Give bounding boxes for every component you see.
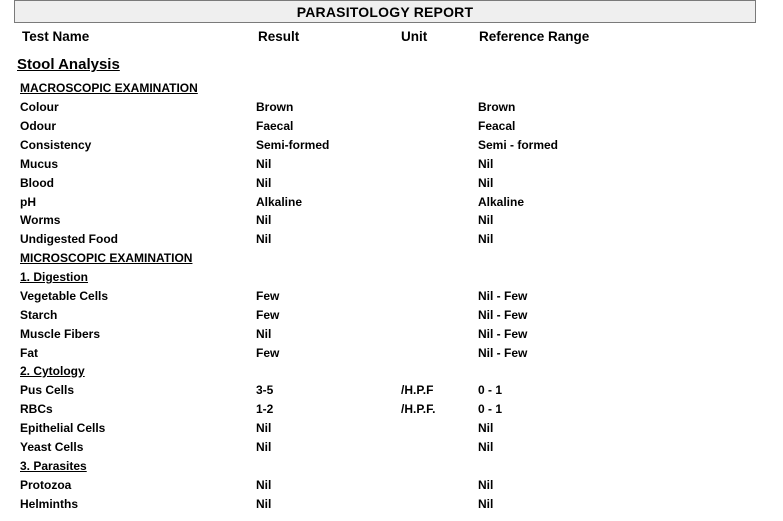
test-reference-range: Nil	[478, 421, 494, 435]
test-result: Semi-formed	[256, 138, 330, 152]
table-row	[0, 402, 783, 421]
table-row	[0, 232, 783, 251]
test-result: Nil	[256, 478, 272, 492]
test-reference-range: Alkaline	[478, 195, 525, 209]
cytology-heading: 2. Cytology	[20, 364, 85, 378]
test-name: Yeast Cells	[20, 440, 84, 454]
column-header-result: Result	[258, 29, 300, 44]
table-row	[0, 421, 783, 440]
test-name: pH	[20, 195, 36, 209]
test-result: Faecal	[256, 119, 294, 133]
table-row	[0, 213, 783, 232]
test-reference-range: Nil	[478, 478, 494, 492]
test-result: Few	[256, 308, 280, 322]
test-unit: /H.P.F	[401, 383, 434, 397]
test-name: Helminths	[20, 497, 79, 511]
test-name: RBCs	[20, 402, 53, 416]
macroscopic-heading: MACROSCOPIC EXAMINATION	[20, 81, 198, 95]
table-row	[0, 440, 783, 459]
test-reference-range: Nil	[478, 232, 494, 246]
test-name: Fat	[20, 346, 38, 360]
test-result: Nil	[256, 421, 272, 435]
column-header-test-name: Test Name	[22, 29, 90, 44]
test-reference-range: 0 - 1	[478, 402, 503, 416]
table-row	[0, 119, 783, 138]
test-name: Worms	[20, 213, 61, 227]
test-result: Nil	[256, 327, 272, 341]
test-name: Blood	[20, 176, 54, 190]
table-row	[0, 289, 783, 308]
test-result: Few	[256, 289, 280, 303]
parasites-heading: 3. Parasites	[20, 459, 87, 473]
test-reference-range: Nil	[478, 157, 494, 171]
test-reference-range: Brown	[478, 100, 516, 114]
test-name: Colour	[20, 100, 59, 114]
table-row	[0, 176, 783, 195]
test-unit: /H.P.F.	[401, 402, 436, 416]
test-reference-range: Semi - formed	[478, 138, 559, 152]
table-row	[0, 497, 783, 516]
table-row	[0, 327, 783, 346]
test-name: Vegetable Cells	[20, 289, 109, 303]
table-row	[0, 383, 783, 402]
test-result: 3-5	[256, 383, 274, 397]
test-reference-range: Nil - Few	[478, 289, 528, 303]
report-title: PARASITOLOGY REPORT	[14, 0, 756, 23]
test-result: Brown	[256, 100, 294, 114]
test-name: Undigested Food	[20, 232, 118, 246]
test-reference-range: Nil - Few	[478, 327, 528, 341]
column-header-unit: Unit	[401, 29, 428, 44]
test-reference-range: Feacal	[478, 119, 516, 133]
test-reference-range: Nil	[478, 497, 494, 511]
test-result: 1-2	[256, 402, 274, 416]
table-row	[0, 346, 783, 365]
table-row	[0, 157, 783, 176]
test-reference-range: Nil - Few	[478, 308, 528, 322]
digestion-heading: 1. Digestion	[20, 270, 89, 284]
test-reference-range: Nil	[478, 213, 494, 227]
table-row	[0, 100, 783, 119]
test-result: Nil	[256, 157, 272, 171]
microscopic-heading: MICROSCOPIC EXAMINATION	[20, 251, 193, 265]
test-name: Epithelial Cells	[20, 421, 106, 435]
test-result: Nil	[256, 232, 272, 246]
test-result: Few	[256, 346, 280, 360]
test-name: Pus Cells	[20, 383, 75, 397]
test-result: Alkaline	[256, 195, 303, 209]
test-name: Mucus	[20, 157, 59, 171]
column-header-reference-range: Reference Range	[479, 29, 590, 44]
section-title: Stool Analysis	[17, 56, 120, 73]
test-result: Nil	[256, 440, 272, 454]
test-reference-range: Nil - Few	[478, 346, 528, 360]
test-name: Consistency	[20, 138, 92, 152]
test-result: Nil	[256, 176, 272, 190]
test-name: Protozoa	[20, 478, 72, 492]
test-name: Muscle Fibers	[20, 327, 101, 341]
test-reference-range: 0 - 1	[478, 383, 503, 397]
test-reference-range: Nil	[478, 176, 494, 190]
test-name: Odour	[20, 119, 56, 133]
test-result: Nil	[256, 497, 272, 511]
test-result: Nil	[256, 213, 272, 227]
test-name: Starch	[20, 308, 58, 322]
table-row	[0, 478, 783, 497]
test-reference-range: Nil	[478, 440, 494, 454]
table-row	[0, 308, 783, 327]
table-row	[0, 195, 783, 214]
table-row	[0, 138, 783, 157]
